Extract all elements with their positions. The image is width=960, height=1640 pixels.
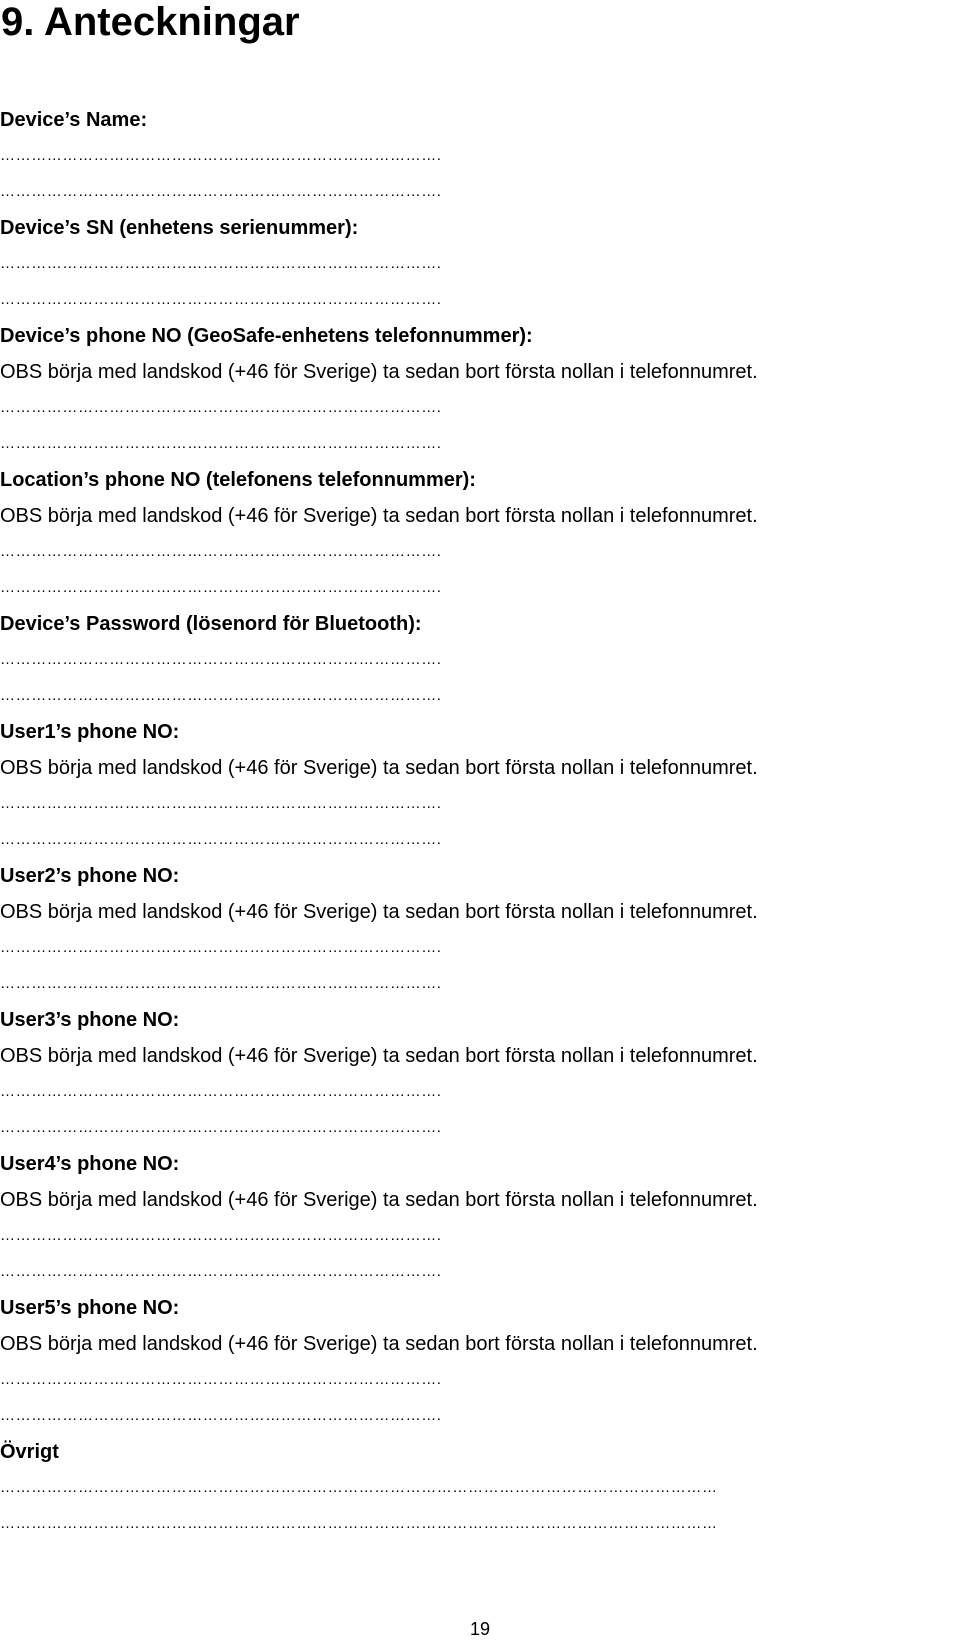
fill-in-line: ………………………………………………………………………….: [0, 1227, 442, 1244]
user2-phone-label: User2’s phone NO:: [0, 865, 180, 887]
fill-in-line: ………………………………………………………………………….: [0, 1371, 442, 1388]
obs-note: OBS börja med landskod (+46 för Sverige) ta sedan bort första nollan i telefonnumret.: [0, 1333, 758, 1355]
fill-in-line: ………………………………………………………………………….: [0, 651, 442, 668]
device-password-label: Device’s Password (lösenord för Bluetooth):: [0, 613, 422, 635]
ovrigt-label: Övrigt: [0, 1441, 59, 1463]
fill-in-line: ………………………………………………………………………….: [0, 147, 442, 164]
obs-note: OBS börja med landskod (+46 för Sverige) ta sedan bort första nollan i telefonnumret.: [0, 361, 758, 383]
user5-phone-label: User5’s phone NO:: [0, 1297, 180, 1319]
obs-note: OBS börja med landskod (+46 för Sverige) ta sedan bort första nollan i telefonnumret.: [0, 505, 758, 527]
obs-note: OBS börja med landskod (+46 för Sverige) ta sedan bort första nollan i telefonnumret.: [0, 901, 758, 923]
fill-in-line: ………………………………………………………………………….: [0, 183, 442, 200]
fill-in-line: ………………………………………………………………………….: [0, 1083, 442, 1100]
fill-in-line: ………………………………………………………………………….: [0, 1263, 442, 1280]
fill-in-line: ………………………………………………………………………….: [0, 975, 442, 992]
fill-in-line: ………………………………………………………………………….: [0, 795, 442, 812]
fill-in-line: ………………………………………………………………………….: [0, 255, 442, 272]
user1-phone-label: User1’s phone NO:: [0, 721, 180, 743]
fill-in-line-wide: …………………………………………………………………………………………………………………………: [0, 1515, 718, 1532]
location-phone-label: Location’s phone NO (telefonens telefonnummer):: [0, 469, 476, 491]
page-title: 9. Anteckningar: [1, 0, 300, 44]
obs-note: OBS börja med landskod (+46 för Sverige) ta sedan bort första nollan i telefonnumret.: [0, 757, 758, 779]
fill-in-line: ………………………………………………………………………….: [0, 1407, 442, 1424]
notes-content: [0, 102, 960, 1542]
user4-phone-label: User4’s phone NO:: [0, 1153, 180, 1175]
fill-in-line: ………………………………………………………………………….: [0, 939, 442, 956]
fill-in-line: ………………………………………………………………………….: [0, 687, 442, 704]
fill-in-line: ………………………………………………………………………….: [0, 579, 442, 596]
user3-phone-label: User3’s phone NO:: [0, 1009, 180, 1031]
fill-in-line: ………………………………………………………………………….: [0, 399, 442, 416]
fill-in-line: ………………………………………………………………………….: [0, 1119, 442, 1136]
fill-in-line: ………………………………………………………………………….: [0, 435, 442, 452]
device-sn-label: Device’s SN (enhetens serienummer):: [0, 217, 359, 239]
obs-note: OBS börja med landskod (+46 för Sverige) ta sedan bort första nollan i telefonnumret.: [0, 1189, 758, 1211]
obs-note: OBS börja med landskod (+46 för Sverige) ta sedan bort första nollan i telefonnumret.: [0, 1045, 758, 1067]
page-number: 19: [469, 1619, 491, 1639]
device-phone-label: Device’s phone NO (GeoSafe-enhetens telefonnummer):: [0, 325, 533, 347]
fill-in-line: ………………………………………………………………………….: [0, 543, 442, 560]
fill-in-line: ………………………………………………………………………….: [0, 291, 442, 308]
fill-in-line-wide: …………………………………………………………………………………………………………………………: [0, 1479, 718, 1496]
fill-in-line: ………………………………………………………………………….: [0, 831, 442, 848]
device-name-label: Device’s Name:: [0, 109, 148, 131]
